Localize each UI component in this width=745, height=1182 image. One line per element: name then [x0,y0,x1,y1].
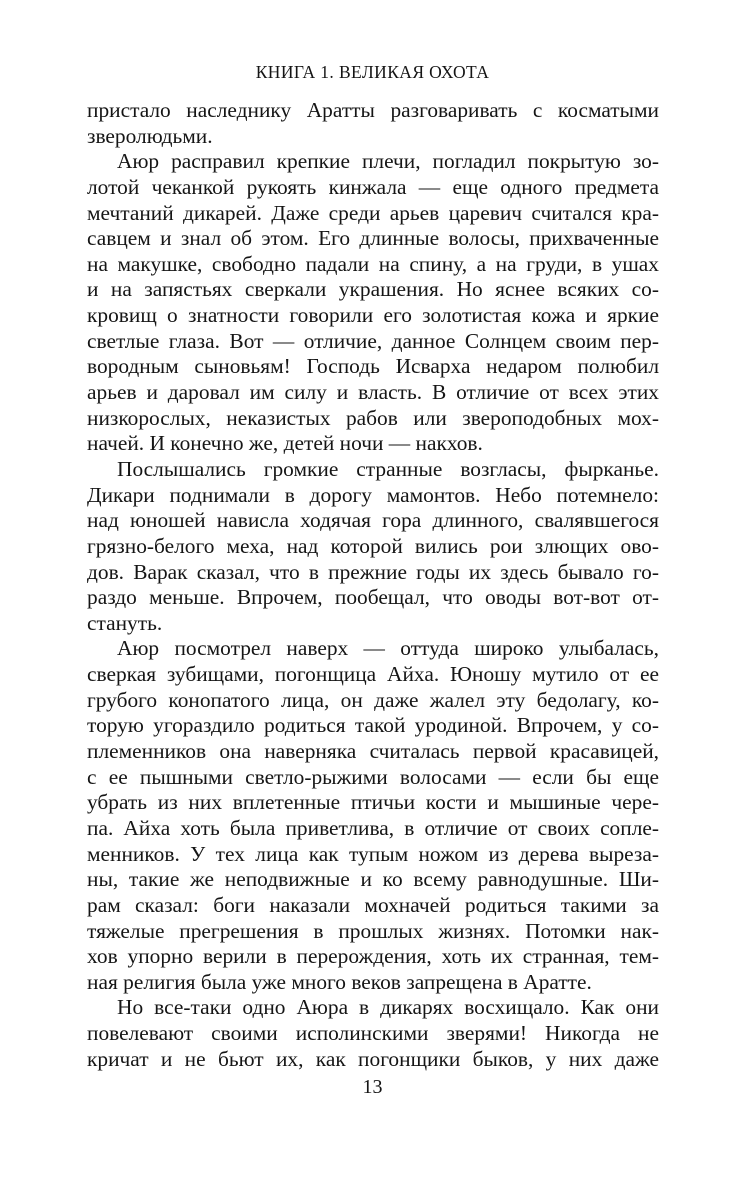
text-line: сверкая зубищами, погонщица Айха. Юношу мутило от ее [87,662,659,687]
text-line: вородным сыновьям! Господь Исварха недаром полюбил [87,354,659,379]
text-line: дов. Варак сказал, что в прежние годы их здесь бывало го- [87,559,659,584]
text-line: пристало наследнику Аратты разговаривать с косматыми [87,98,659,122]
text-line: хов упорно верили в перерождения, хоть их странная, тем- [87,944,659,969]
text-line: менников. У тех лица как тупым ножом из дерева выреза- [87,841,659,866]
body-text [87,98,659,1072]
text-line: раздо меньше. Впрочем, пообещал, что оводы вот-вот от- [87,585,659,610]
text-line: тяжелые прегрешения в прошлых жизнях. Потомки нак- [87,918,659,943]
text-line: па. Айха хоть была приветлива, в отличие от своих сопле- [87,815,659,840]
text-line: грязно-белого меха, над которой вились рои злющих ово- [87,533,659,558]
text-line: савцем и знал об этом. Его длинные волосы, прихваченные [87,226,659,251]
text-line: Послышались громкие странные возгласы, фырканье. [117,456,659,481]
text-line: кровищ о знатности говорили его золотистая кожа и яркие [87,303,659,328]
text-line: зверолюдьми. [87,123,213,148]
page-number: 13 [362,1076,383,1098]
text-line: убрать из них вплетенные птичьи кости и мышиные чере- [87,790,659,815]
text-line: лотой чеканкой рукоять кинжала — еще одного предмета [87,174,659,199]
text-line: над юношей нависла ходячая гора длинного, свалявшегося [87,508,659,533]
text-line: повелевают своими исполинскими зверями! Никогда не [87,1021,659,1046]
text-line: племенников она наверняка считалась первой красавицей, [87,739,659,764]
text-line: низкорослых, неказистых рабов или звероподобных мох- [87,405,659,430]
text-line: светлые глаза. Вот — отличие, данное Солнцем своим пер- [87,328,659,353]
text-line: Но все-таки одно Аюра в дикарях восхищало. Как они [117,995,659,1020]
text-line: рам сказал: боги наказали мохначей родиться такими за [87,892,659,917]
text-line: на макушке, свободно падали на спину, а на груди, в ушах [87,251,659,276]
text-line: Аюр посмотрел наверх — оттуда широко улыбалась, [117,636,659,661]
text-line: с ее пышными светло-рыжими волосами — если бы еще [87,764,659,789]
text-line: грубого конопатого лица, он даже жалел эту бедолагу, ко- [87,687,659,712]
text-line: Дикари поднимали в дорогу мамонтов. Небо потемнело: [87,482,659,507]
text-line: ная религия была уже много веков запрещена в Аратте. [87,969,592,994]
text-line: начей. И конечно же, детей ночи — накхов. [87,431,483,456]
text-line: арьев и даровал им силу и власть. В отличие от всех этих [87,380,659,405]
text-line: ны, такие же неподвижные и ко всему равнодушные. Ши- [87,867,659,892]
text-line: мечтаний дикарей. Даже среди арьев царевич считался кра- [87,200,659,225]
text-line: кричат и не бьют их, как погонщики быков, у них даже [87,1046,659,1071]
text-line: и на запястьях сверкали украшения. Но яснее всяких со- [87,277,659,302]
text-line: торую угораздило родиться такой уродиной. Впрочем, у со- [87,713,659,738]
text-line: стануть. [87,610,163,635]
running-head: КНИГА 1. ВЕЛИКАЯ ОХОТА [255,62,490,82]
text-line: Аюр расправил крепкие плечи, погладил покрытую зо- [117,149,659,174]
